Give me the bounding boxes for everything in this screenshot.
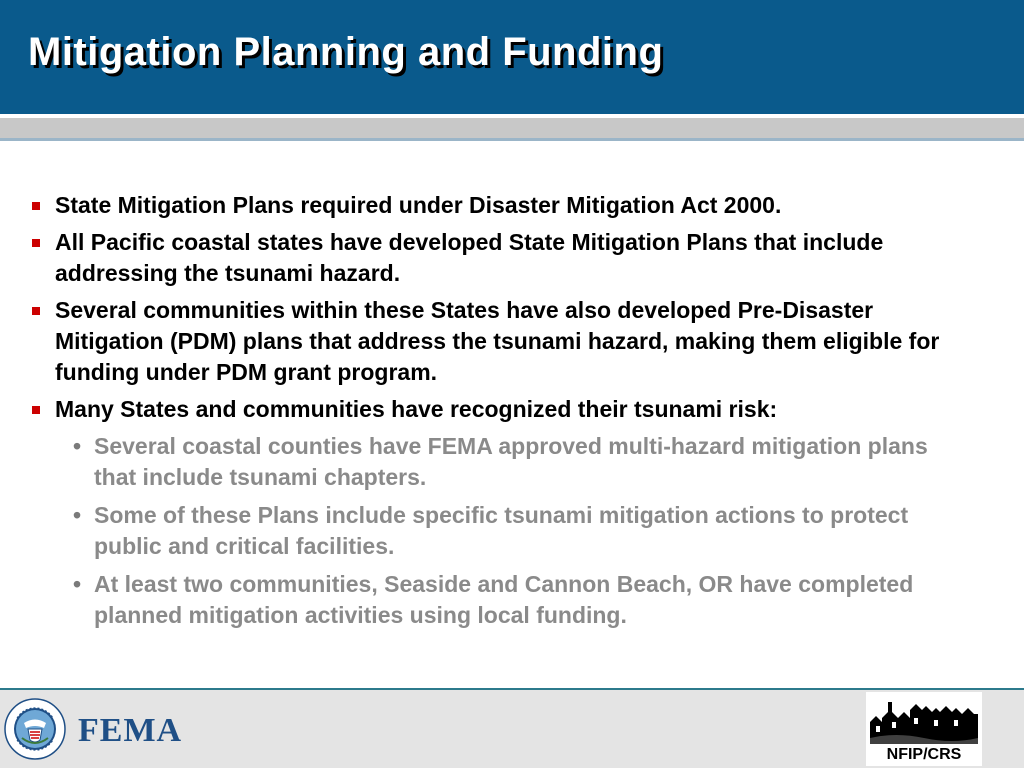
header-divider-gray (0, 118, 1024, 138)
bullet-item (0, 190, 975, 221)
bullet-square-icon (32, 307, 40, 315)
bullet-text: All Pacific coastal states have developed State Mitigation Plans that include addressing the tsunami hazard. (55, 229, 884, 286)
bullet-dot-icon: • (73, 502, 82, 528)
sub-bullet-item (0, 569, 974, 631)
header-divider-blue (0, 138, 1024, 141)
dhs-seal-icon (4, 698, 66, 760)
sub-bullet-item (0, 431, 974, 493)
fema-logo-text: FEMA (78, 712, 183, 749)
sub-bullet-text: Several coastal counties have FEMA approved multi-hazard mitigation plans that include tsunami chapters. (94, 433, 928, 490)
bullet-item (0, 394, 975, 425)
bullet-text: Many States and communities have recognized their tsunami risk: (55, 396, 778, 422)
title-bar (0, 0, 1024, 114)
slide-body (0, 190, 1024, 638)
bullet-item (0, 227, 975, 289)
footer-bar (0, 690, 1024, 768)
sub-bullet-text: Some of these Plans include specific tsunami mitigation actions to protect public and critical facilities. (94, 502, 909, 559)
slide-title: Mitigation Planning and Funding (28, 30, 664, 74)
bullet-square-icon (32, 202, 40, 210)
bullet-text: Several communities within these States have also developed Pre-Disaster Mitigation (PDM) plans that address the tsunami hazard, making them eligible for funding under PDM grant program. (55, 297, 940, 385)
nfip-crs-logo (866, 692, 982, 766)
bullet-square-icon (32, 239, 40, 247)
bullet-item (0, 295, 975, 388)
skyline-icon (866, 692, 982, 748)
bullet-text: State Mitigation Plans required under Disaster Mitigation Act 2000. (55, 192, 782, 218)
sub-bullet-text: At least two communities, Seaside and Cannon Beach, OR have completed planned mitigation activities using local funding. (94, 571, 914, 628)
nfip-crs-label: NFIP/CRS (886, 746, 962, 763)
bullet-dot-icon: • (73, 571, 82, 597)
sub-bullet-item (0, 500, 974, 562)
bullet-dot-icon: • (73, 433, 82, 459)
bullet-square-icon (32, 406, 40, 414)
